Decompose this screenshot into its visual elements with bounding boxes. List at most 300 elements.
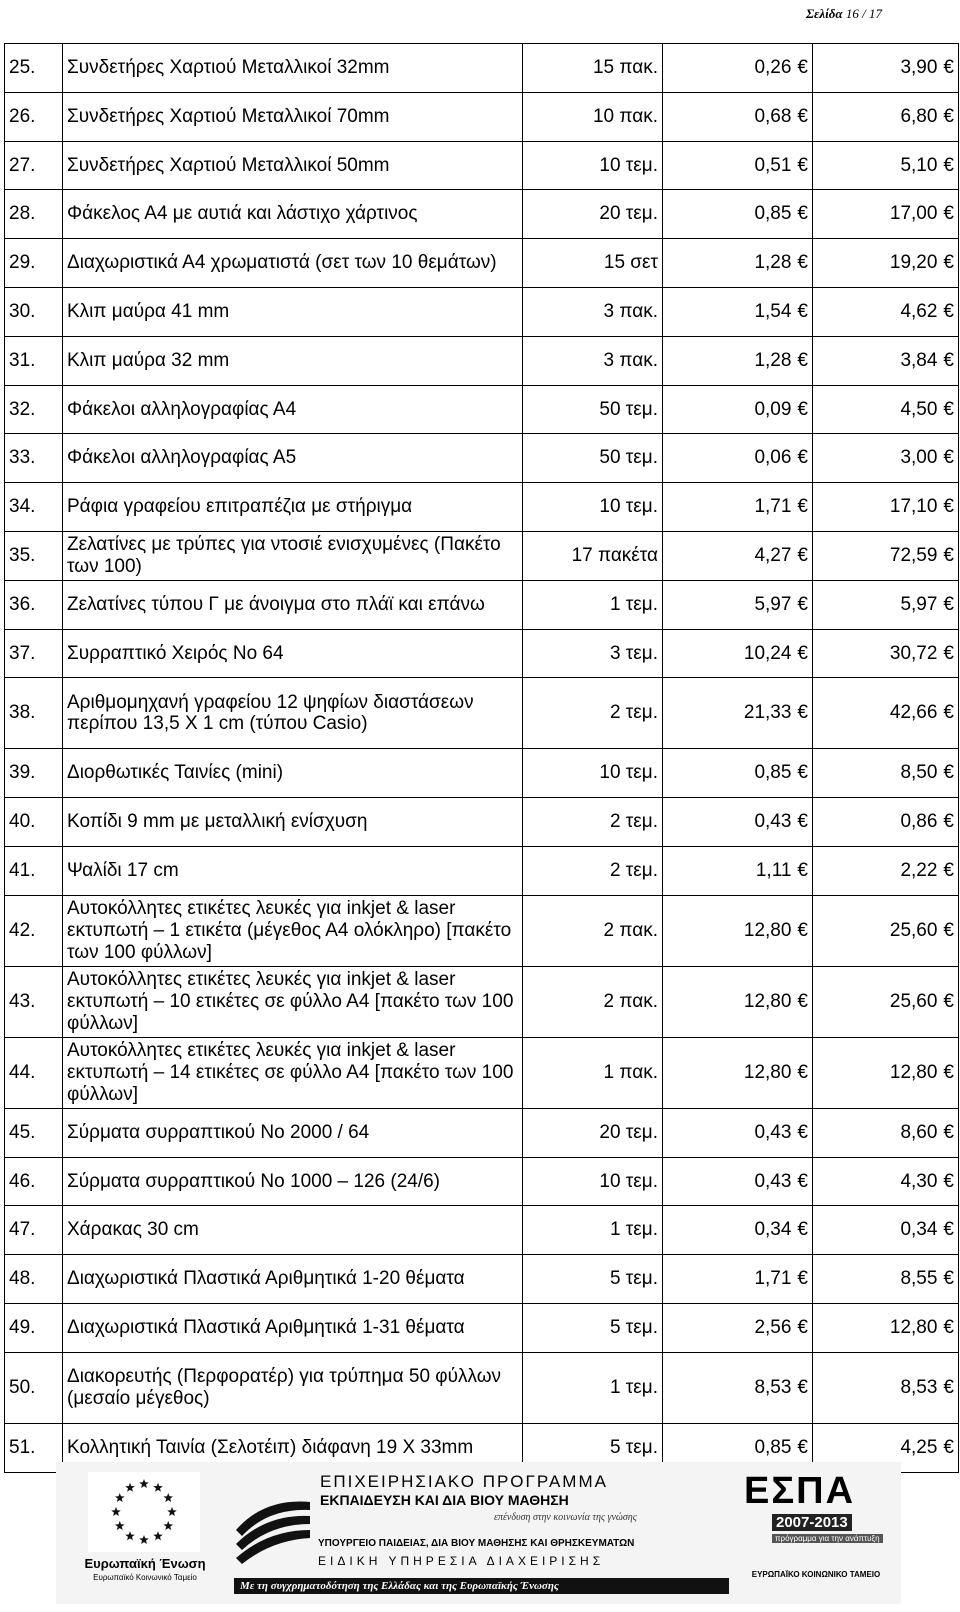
item-number: [5, 44, 63, 93]
item-quantity: [523, 44, 663, 93]
item-total: [813, 44, 959, 93]
item-number-text: 32.: [9, 398, 36, 420]
item-unit-price: [663, 1157, 813, 1206]
item-quantity-text: 50 τεμ.: [599, 398, 658, 420]
page-total: 17: [869, 6, 882, 21]
item-total: [813, 1255, 959, 1304]
item-unit-price-text: 5,97: [754, 593, 792, 615]
currency-symbol: €: [943, 1061, 954, 1083]
item-number-text: 28.: [9, 203, 36, 225]
item-description-text: Αυτοκόλλητες ετικέτες λευκές για inkjet & laser εκτυπωτή – 1 ετικέτα (μέγεθος Α4 ολόκληρο) [πακέτο των 100 φύλλων]: [67, 897, 512, 963]
item-total-text: 12,80: [889, 1316, 938, 1338]
item-quantity-text: 2 πακ.: [603, 919, 658, 941]
item-unit-price: [663, 434, 813, 483]
item-quantity-text: 2 πακ.: [603, 990, 658, 1012]
item-number: [5, 846, 63, 895]
item-unit-price-text: 1,54: [754, 300, 792, 322]
item-number: [5, 190, 63, 239]
item-unit-price: [663, 580, 813, 629]
item-quantity: [523, 966, 663, 1037]
item-description: [63, 1037, 523, 1108]
item-total: [813, 190, 959, 239]
item-unit-price: [663, 190, 813, 239]
table-row: [5, 629, 959, 678]
item-description-text: Φάκελος Α4 με αυτιά και λάστιχο χάρτινος: [67, 203, 418, 225]
item-description: [63, 580, 523, 629]
item-number-text: 25.: [9, 56, 36, 78]
currency-symbol: €: [797, 154, 808, 176]
item-total-text: 2,22: [900, 859, 938, 881]
item-unit-price: [663, 749, 813, 798]
table-row: [5, 1352, 959, 1423]
eu-name: Ευρωπαϊκή Ένωση: [84, 1556, 206, 1571]
item-description: [63, 678, 523, 749]
currency-symbol: €: [943, 859, 954, 881]
item-description-text: Συρραπτικό Χειρός Νο 64: [67, 642, 284, 664]
currency-symbol: €: [797, 859, 808, 881]
item-description-text: Ζελατίνες τύπου Γ με άνοιγμα στο πλάϊ και επάνω: [67, 593, 485, 615]
currency-symbol: €: [797, 398, 808, 420]
item-description-text: Διακορευτής (Περφορατέρ) για τρύπημα 50 φύλλων (μεσαίο μέγεθος): [67, 1365, 502, 1409]
item-number: [5, 141, 63, 190]
item-total: [813, 798, 959, 847]
item-number-text: 39.: [9, 762, 36, 784]
item-total: [813, 531, 959, 580]
item-total-text: 5,97: [900, 593, 938, 615]
item-description-text: Φάκελοι αλληλογραφίας Α4: [67, 398, 297, 420]
item-total: [813, 434, 959, 483]
item-description-text: Συνδετήρες Χαρτιού Μεταλλικοί 32mm: [67, 56, 390, 78]
item-total-text: 3,90: [900, 56, 938, 78]
item-description: [63, 141, 523, 190]
currency-symbol: €: [797, 642, 808, 664]
item-description: [63, 531, 523, 580]
item-number-text: 38.: [9, 702, 36, 724]
table-row: [5, 190, 959, 239]
item-number-text: 26.: [9, 105, 36, 127]
espa-wordmark: ΕΣΠΑ: [744, 1470, 856, 1512]
item-number-text: 35.: [9, 544, 36, 566]
currency-symbol: €: [943, 1121, 954, 1143]
item-unit-price: [663, 1037, 813, 1108]
item-quantity-text: 1 τεμ.: [609, 1376, 658, 1398]
item-unit-price: [663, 531, 813, 580]
currency-symbol: €: [797, 349, 808, 371]
item-number: [5, 1206, 63, 1255]
programme-subtitle: ΕΚΠΑΙΔΕΥΣΗ ΚΑΙ ΔΙΑ ΒΙΟΥ ΜΑΘΗΣΗ: [320, 1492, 569, 1508]
item-quantity: [523, 1303, 663, 1352]
currency-symbol: €: [943, 56, 954, 78]
item-quantity: [523, 483, 663, 532]
item-description: [63, 1108, 523, 1157]
table-row: [5, 1037, 959, 1108]
item-total-text: 4,25: [900, 1436, 938, 1458]
item-number-text: 30.: [9, 300, 36, 322]
item-total-text: 4,62: [900, 300, 938, 322]
item-quantity: [523, 239, 663, 288]
table-row: [5, 580, 959, 629]
item-quantity-text: 1 τεμ.: [609, 1219, 658, 1241]
item-total-text: 72,59: [889, 544, 938, 566]
item-quantity: [523, 385, 663, 434]
item-total: [813, 1303, 959, 1352]
item-description: [63, 385, 523, 434]
item-quantity: [523, 1206, 663, 1255]
item-number: [5, 92, 63, 141]
currency-symbol: €: [797, 252, 808, 274]
item-quantity-text: 20 τεμ.: [599, 1121, 658, 1143]
item-description-text: Διαχωριστικά Πλαστικά Αριθμητικά 1-20 θέματα: [67, 1268, 465, 1290]
item-total-text: 8,55: [900, 1268, 938, 1290]
item-total-text: 8,60: [900, 1121, 938, 1143]
item-unit-price-text: 0,85: [754, 203, 792, 225]
item-quantity-text: 10 τεμ.: [599, 1170, 658, 1192]
item-unit-price: [663, 678, 813, 749]
item-description: [63, 1255, 523, 1304]
item-number: [5, 580, 63, 629]
item-quantity-text: 17 πακέτα: [571, 544, 658, 566]
item-number: [5, 1255, 63, 1304]
item-number: [5, 895, 63, 966]
item-description: [63, 434, 523, 483]
item-description: [63, 966, 523, 1037]
table-row: [5, 239, 959, 288]
item-total-text: 4,30: [900, 1170, 938, 1192]
item-unit-price-text: 21,33: [743, 702, 792, 724]
item-unit-price: [663, 1303, 813, 1352]
currency-symbol: €: [797, 1061, 808, 1083]
item-description: [63, 749, 523, 798]
currency-symbol: €: [797, 990, 808, 1012]
item-unit-price: [663, 895, 813, 966]
table-row: [5, 966, 959, 1037]
item-number-text: 29.: [9, 252, 36, 274]
eu-logo: [70, 1472, 220, 1596]
item-description: [63, 44, 523, 93]
currency-symbol: €: [943, 702, 954, 724]
item-quantity: [523, 336, 663, 385]
item-description: [63, 846, 523, 895]
item-unit-price-text: 4,27: [754, 544, 792, 566]
item-total: [813, 1037, 959, 1108]
item-number: [5, 1423, 63, 1472]
item-unit-price: [663, 798, 813, 847]
item-quantity-text: 3 τεμ.: [609, 642, 658, 664]
item-number-text: 41.: [9, 859, 36, 881]
item-description-text: Ψαλίδι 17 cm: [67, 859, 179, 881]
item-number-text: 47.: [9, 1219, 36, 1241]
item-unit-price: [663, 1255, 813, 1304]
item-quantity-text: 3 πακ.: [603, 349, 658, 371]
item-quantity: [523, 580, 663, 629]
item-quantity: [523, 434, 663, 483]
item-description: [63, 1352, 523, 1423]
item-quantity: [523, 798, 663, 847]
item-total: [813, 336, 959, 385]
item-total: [813, 580, 959, 629]
item-total: [813, 483, 959, 532]
item-description-text: Κλιπ μαύρα 41 mm: [67, 300, 230, 322]
item-description: [63, 287, 523, 336]
currency-symbol: €: [943, 300, 954, 322]
item-quantity: [523, 1157, 663, 1206]
item-number: [5, 531, 63, 580]
item-quantity-text: 5 τεμ.: [609, 1268, 658, 1290]
page-current: 16: [845, 6, 859, 21]
currency-symbol: €: [943, 1268, 954, 1290]
currency-symbol: €: [797, 300, 808, 322]
item-total-text: 19,20: [889, 252, 938, 274]
item-number: [5, 1157, 63, 1206]
item-unit-price-text: 1,71: [754, 1268, 792, 1290]
item-number: [5, 287, 63, 336]
item-unit-price-text: 0,06: [754, 447, 792, 469]
item-quantity: [523, 92, 663, 141]
item-description-text: Χάρακας 30 cm: [67, 1219, 199, 1241]
currency-symbol: €: [943, 990, 954, 1012]
item-unit-price-text: 0,43: [754, 811, 792, 833]
item-number: [5, 629, 63, 678]
item-quantity-text: 50 τεμ.: [599, 447, 658, 469]
item-quantity-text: 10 πακ.: [592, 105, 658, 127]
item-unit-price-text: 12,80: [743, 919, 792, 941]
item-quantity: [523, 1037, 663, 1108]
item-quantity-text: 5 τεμ.: [609, 1316, 658, 1338]
item-total: [813, 239, 959, 288]
item-quantity-text: 15 σετ: [603, 252, 658, 274]
currency-symbol: €: [943, 252, 954, 274]
item-number-text: 46.: [9, 1170, 36, 1192]
item-unit-price-text: 0,51: [754, 154, 792, 176]
currency-symbol: €: [797, 1436, 808, 1458]
table-row: [5, 336, 959, 385]
item-description-text: Συνδετήρες Χαρτιού Μεταλλικοί 70mm: [67, 105, 390, 127]
item-quantity-text: 2 τεμ.: [609, 811, 658, 833]
item-number: [5, 385, 63, 434]
table-row: [5, 434, 959, 483]
item-total: [813, 92, 959, 141]
item-total: [813, 966, 959, 1037]
item-number-text: 36.: [9, 593, 36, 615]
item-number: [5, 483, 63, 532]
item-number-text: 50.: [9, 1376, 36, 1398]
item-description: [63, 239, 523, 288]
item-total-text: 17,00: [889, 203, 938, 225]
currency-symbol: €: [797, 56, 808, 78]
item-unit-price-text: 0,34: [754, 1219, 792, 1241]
item-description: [63, 1303, 523, 1352]
item-total: [813, 141, 959, 190]
item-total: [813, 287, 959, 336]
item-quantity-text: 10 τεμ.: [599, 154, 658, 176]
item-total: [813, 385, 959, 434]
item-description-text: Διαχωριστικά Πλαστικά Αριθμητικά 1-31 θέματα: [67, 1316, 465, 1338]
currency-symbol: €: [943, 447, 954, 469]
item-total-text: 8,50: [900, 762, 938, 784]
currency-symbol: €: [797, 203, 808, 225]
item-quantity-text: 2 τεμ.: [609, 702, 658, 724]
item-quantity: [523, 846, 663, 895]
currency-symbol: €: [943, 811, 954, 833]
item-quantity: [523, 1108, 663, 1157]
item-quantity-text: 3 πακ.: [603, 300, 658, 322]
item-description: [63, 798, 523, 847]
currency-symbol: €: [943, 349, 954, 371]
item-unit-price-text: 0,43: [754, 1170, 792, 1192]
item-unit-price: [663, 846, 813, 895]
funding-logos-banner: [56, 1462, 901, 1604]
page-label: Σελίδα: [806, 6, 843, 21]
currency-symbol: €: [943, 398, 954, 420]
item-description-text: Κολλητική Ταινία (Σελοτέιπ) διάφανη 19 Χ 33mm: [67, 1436, 474, 1458]
table-row: [5, 287, 959, 336]
espa-programme-tagline: πρόγραμμα για την ανάπτυξη: [772, 1534, 883, 1543]
item-total-text: 25,60: [889, 990, 938, 1012]
item-number-text: 27.: [9, 154, 36, 176]
item-description-text: Κλιπ μαύρα 32 mm: [67, 349, 230, 371]
item-description: [63, 190, 523, 239]
currency-symbol: €: [943, 642, 954, 664]
espa-years: 2007-2013: [772, 1514, 852, 1531]
item-description: [63, 92, 523, 141]
currency-symbol: €: [943, 105, 954, 127]
item-number-text: 37.: [9, 642, 36, 664]
item-number: [5, 1108, 63, 1157]
item-unit-price-text: 1,28: [754, 252, 792, 274]
item-description-text: Κοπίδι 9 mm με μεταλλική ενίσχυση: [67, 811, 368, 833]
table-row: [5, 895, 959, 966]
item-description-text: Διορθωτικές Ταινίες (mini): [67, 762, 284, 784]
item-quantity: [523, 190, 663, 239]
item-unit-price: [663, 629, 813, 678]
table-row: [5, 1303, 959, 1352]
item-number: [5, 966, 63, 1037]
item-description-text: Συνδετήρες Χαρτιού Μεταλλικοί 50mm: [67, 154, 390, 176]
item-unit-price: [663, 141, 813, 190]
currency-symbol: €: [943, 544, 954, 566]
item-number-text: 43.: [9, 990, 36, 1012]
currency-symbol: €: [797, 1376, 808, 1398]
item-description: [63, 1157, 523, 1206]
item-total: [813, 1108, 959, 1157]
item-quantity: [523, 1352, 663, 1423]
table-row: [5, 798, 959, 847]
currency-symbol: €: [943, 154, 954, 176]
item-quantity-text: 10 τεμ.: [599, 762, 658, 784]
item-unit-price: [663, 966, 813, 1037]
item-unit-price: [663, 92, 813, 141]
item-quantity-text: 5 τεμ.: [609, 1436, 658, 1458]
item-unit-price: [663, 483, 813, 532]
currency-symbol: €: [797, 1170, 808, 1192]
table-row: [5, 531, 959, 580]
programme-title: ΕΠΙΧΕΙΡΗΣΙΑΚΟ ΠΡΟΓΡΑΜΜΑ: [320, 1472, 608, 1491]
table-row: [5, 749, 959, 798]
item-number: [5, 1352, 63, 1423]
currency-symbol: €: [797, 702, 808, 724]
item-unit-price: [663, 336, 813, 385]
item-unit-price: [663, 239, 813, 288]
item-unit-price-text: 12,80: [743, 1061, 792, 1083]
item-unit-price: [663, 287, 813, 336]
item-quantity-text: 20 τεμ.: [599, 203, 658, 225]
item-total: [813, 749, 959, 798]
currency-symbol: €: [797, 1316, 808, 1338]
item-unit-price-text: 0,43: [754, 1121, 792, 1143]
table-row: [5, 1255, 959, 1304]
table-row: [5, 1108, 959, 1157]
eu-fund-name: Ευρωπαϊκό Κοινωνικό Ταμείο: [93, 1573, 197, 1582]
ministry-name: ΥΠΟΥΡΓΕΙΟ ΠΑΙΔΕΙΑΣ, ΔΙΑ ΒΙΟΥ ΜΑΘΗΣΗΣ ΚΑΙ ΘΡΗΣΚΕΥΜΑΤΩΝ: [318, 1538, 635, 1549]
currency-symbol: €: [943, 1436, 954, 1458]
item-number-text: 44.: [9, 1061, 36, 1083]
item-description-text: Αυτοκόλλητες ετικέτες λευκές για inkjet & laser εκτυπωτή – 14 ετικέτες σε φύλλο Α4 [πακέτο των 100 φύλλων]: [67, 1039, 514, 1105]
item-total-text: 3,00: [900, 447, 938, 469]
item-quantity-text: 15 πακ.: [592, 56, 658, 78]
item-number: [5, 1303, 63, 1352]
item-unit-price: [663, 1108, 813, 1157]
table-row: [5, 483, 959, 532]
item-total-text: 5,10: [900, 154, 938, 176]
item-total: [813, 1157, 959, 1206]
item-total: [813, 846, 959, 895]
currency-symbol: €: [943, 762, 954, 784]
currency-symbol: €: [797, 919, 808, 941]
item-description-text: Ζελατίνες με τρύπες για ντοσιέ ενισχυμένες (Πακέτο των 100): [67, 534, 501, 577]
item-quantity: [523, 749, 663, 798]
item-description-text: Διαχωριστικά Α4 χρωματιστά (σετ των 10 θεμάτων): [67, 252, 497, 274]
currency-symbol: €: [943, 496, 954, 518]
operational-programme-logo: [234, 1468, 729, 1598]
item-total-text: 0,86: [900, 811, 938, 833]
item-number-text: 49.: [9, 1316, 36, 1338]
currency-symbol: €: [943, 593, 954, 615]
currency-symbol: €: [943, 919, 954, 941]
table-row: [5, 678, 959, 749]
item-quantity: [523, 1255, 663, 1304]
items-table: [4, 43, 959, 1473]
item-quantity: [523, 678, 663, 749]
currency-symbol: €: [943, 1219, 954, 1241]
currency-symbol: €: [797, 762, 808, 784]
item-description: [63, 629, 523, 678]
table-row: [5, 846, 959, 895]
item-number: [5, 239, 63, 288]
item-unit-price: [663, 44, 813, 93]
item-description: [63, 1206, 523, 1255]
item-unit-price-text: 1,28: [754, 349, 792, 371]
currency-symbol: €: [943, 203, 954, 225]
currency-symbol: €: [797, 447, 808, 469]
item-number: [5, 1037, 63, 1108]
table-row: [5, 44, 959, 93]
item-description-text: Αριθμομηχανή γραφείου 12 ψηφίων διαστάσεων περίπου 13,5 Χ 1 cm (τύπου Casio): [67, 691, 474, 735]
espa-logo: [736, 1470, 896, 1598]
item-unit-price: [663, 1352, 813, 1423]
item-quantity: [523, 895, 663, 966]
currency-symbol: €: [797, 1268, 808, 1290]
item-number: [5, 798, 63, 847]
item-unit-price-text: 10,24: [743, 642, 792, 664]
item-unit-price: [663, 1206, 813, 1255]
item-quantity-text: 2 τεμ.: [609, 859, 658, 881]
item-total: [813, 678, 959, 749]
item-number: [5, 678, 63, 749]
item-unit-price: [663, 385, 813, 434]
items-table-body: [5, 44, 959, 1473]
item-number-text: 40.: [9, 811, 36, 833]
item-quantity-text: 10 τεμ.: [599, 496, 658, 518]
